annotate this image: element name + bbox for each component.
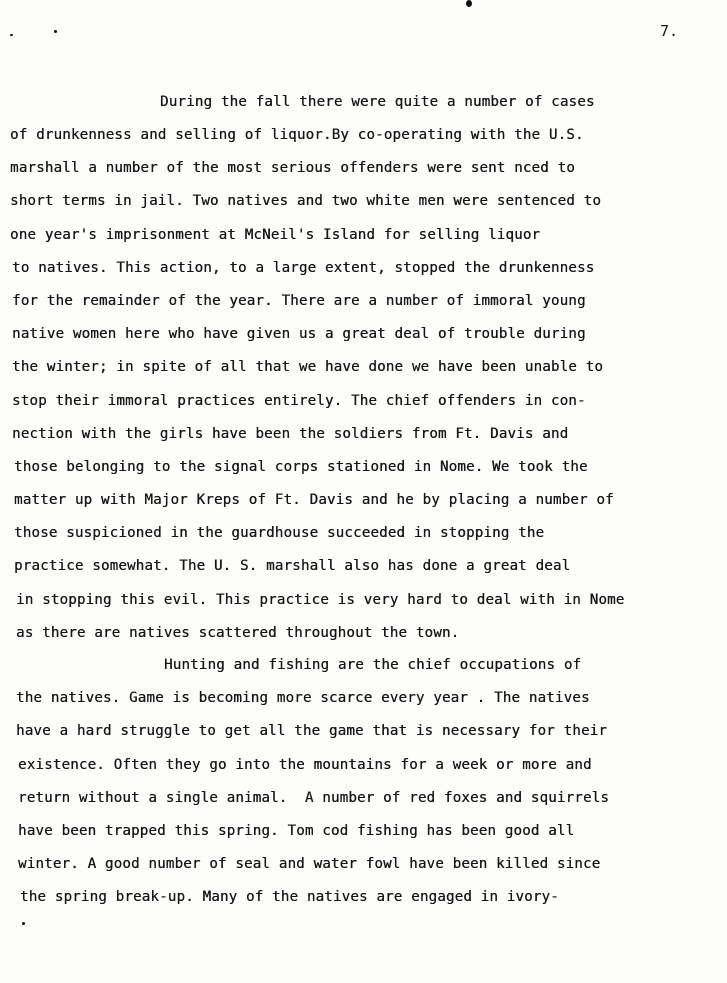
text-line: existence. Often they go into the mountains for a week or more and bbox=[18, 757, 592, 773]
text-line: return without a single animal. A number of red foxes and squirrels bbox=[18, 790, 610, 806]
text-line: of drunkenness and selling of liquor.By co-operating with the U.S. bbox=[10, 127, 584, 143]
text-line: During the fall there were quite a number of cases bbox=[160, 94, 595, 110]
text-line: one year's imprisonment at McNeil's Island for selling liquor bbox=[10, 227, 541, 243]
text-line: practice somewhat. The U. S. marshall also has done a great deal bbox=[14, 558, 571, 574]
scan-mark-left-2 bbox=[54, 30, 57, 33]
text-line: marshall a number of the most serious offenders were sent nced to bbox=[10, 160, 575, 176]
text-line: stop their immoral practices entirely. The chief offenders in con- bbox=[12, 393, 586, 409]
text-line: the winter; in spite of all that we have done we have been unable to bbox=[12, 359, 604, 375]
text-line: winter. A good number of seal and water fowl have been killed since bbox=[18, 856, 601, 872]
text-line: short terms in jail. Two natives and two white men were sentenced to bbox=[10, 193, 602, 209]
text-line: nection with the girls have been the soldiers from Ft. Davis and bbox=[12, 426, 569, 442]
text-line: in stopping this evil. This practice is very hard to deal with in Nome bbox=[16, 592, 625, 608]
text-line: the spring break-up. Many of the natives are engaged in ivory- bbox=[20, 889, 559, 905]
text-line: matter up with Major Kreps of Ft. Davis and he by placing a number of bbox=[14, 492, 614, 508]
text-line: to natives. This action, to a large extent, stopped the drunkenness bbox=[12, 260, 595, 276]
scan-mark-top bbox=[466, 0, 472, 7]
text-line: the natives. Game is becoming more scarce every year . The natives bbox=[16, 690, 590, 706]
text-line: native women here who have given us a great deal of trouble during bbox=[12, 326, 586, 342]
text-line: Hunting and fishing are the chief occupations of bbox=[164, 657, 582, 673]
text-line: for the remainder of the year. There are a number of immoral young bbox=[12, 293, 586, 309]
text-line: those suspicioned in the guardhouse succeeded in stopping the bbox=[14, 525, 545, 541]
text-line: have been trapped this spring. Tom cod fishing has been good all bbox=[18, 823, 575, 839]
text-line: as there are natives scattered throughout the town. bbox=[16, 625, 460, 641]
scan-mark-bottom bbox=[22, 922, 25, 925]
text-line: those belonging to the signal corps stationed in Nome. We took the bbox=[14, 459, 588, 475]
page-number: 7. bbox=[660, 22, 679, 40]
scan-mark-left bbox=[10, 34, 13, 36]
text-line: have a hard struggle to get all the game that is necessary for their bbox=[16, 723, 608, 739]
